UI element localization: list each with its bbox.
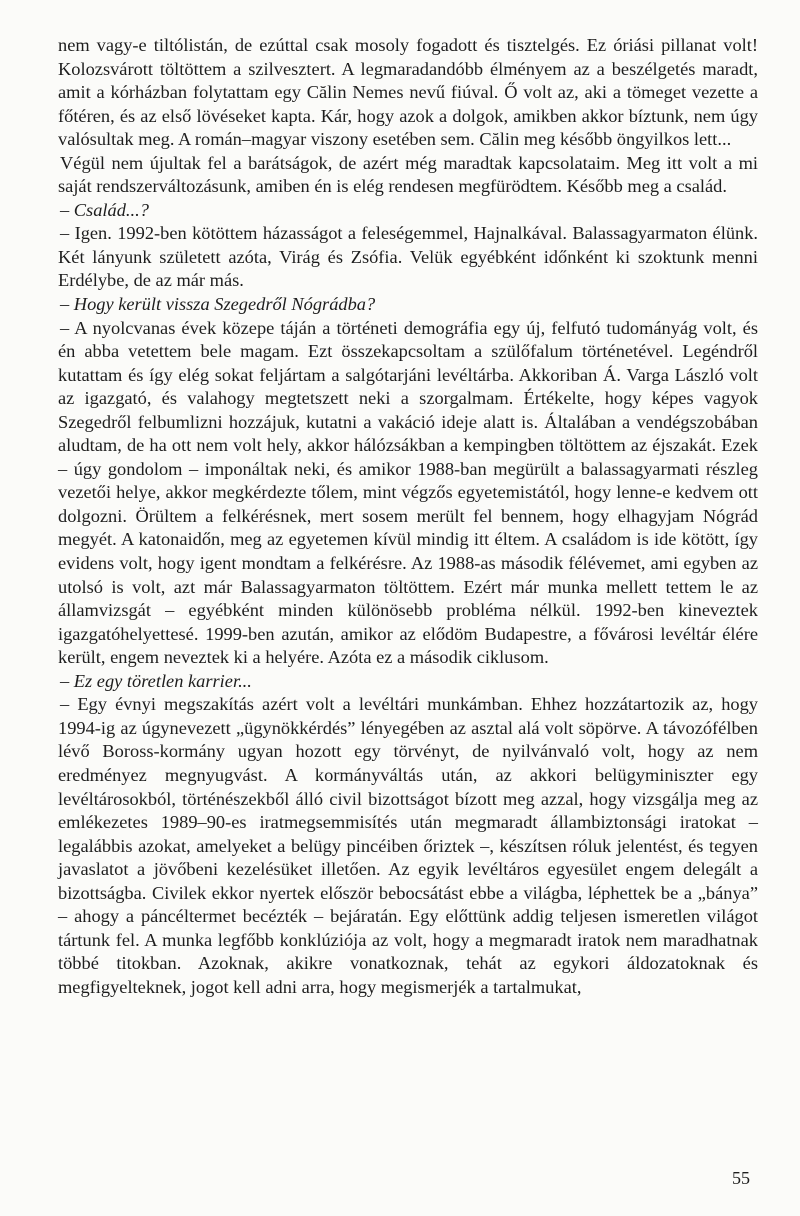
paragraph: – Igen. 1992-ben kötöttem házasságot a feleségemmel, Hajnalkával. Balassagyarmaton élünk. Két lányunk született azóta, Virág és Zsófia. Velük egyébként időnként ki szoktunk menni Erdélybe, de az már más. xyxy=(58,223,758,291)
paragraph: nem vagy-e tiltólistán, de ezúttal csak mosoly fogadott és tisztelgés. Ez óriási pillanat volt! Kolozsvárott töltöttem a szilvesztert. A legmaradandóbb élményem az a beszélgetés maradt, amit a kórházban folytattam egy Călin Nemes nevű fiúval. Ő volt az, aki a tömeget vezette a főtéren, és az első lövéseket kapta. Kár, hogy azok a dolgok, amikben akkor bíztunk, nem úgy valósultak meg. A román–magyar viszony esetében sem. Călin meg később öngyilkos lett... xyxy=(58,35,758,150)
interview-question: – Hogy került vissza Szegedről Nógrádba? xyxy=(60,294,376,315)
interview-question: – Család...? xyxy=(60,199,149,220)
interview-question: – Ez egy töretlen karrier... xyxy=(60,670,252,691)
body-text xyxy=(58,34,758,999)
paragraph: Végül nem újultak fel a barátságok, de azért még maradtak kapcsolataim. Meg itt volt a mi saját rendszerváltozásunk, amiben én is elég rendesen megfürödtem. Később meg a család. xyxy=(58,152,758,197)
paragraph: – A nyolcvanas évek közepe táján a történeti demográfia egy új, felfutó tudományág volt, és én abba vetettem bele magam. Ezt összekapcsoltam a szülőfalum történetével. Legéndről kutattam és így elég sokat feljártam a salgótarjáni levéltárba. Akkoriban Á. Varga László volt az igazgató, és valahogy megtetszett neki a szorgalmam. Értékelte, hogy képes vagyok Szegedről felbumlizni hozzájuk, kutatni a vakáció ideje alatt is. Általában a vendégszobában aludtam, de ha ott nem volt hely, akkor hálózsákban a kempingben töltöttem az éjszakát. Ezek – úgy gondolom – imponáltak neki, és amikor 1988-ban megürült a balassagyarmati részleg vezetői helye, akkor megkérdezte tőlem, mint végzős egyetemistától, hogy lenne-e kedvem ott dolgozni. Örültem a felkérésnek, mert sosem merült fel bennem, hogy elhagyjam Nógrád megyét. A katonaidőn, meg az egyetemen kívül mindig itt éltem. A családom is ide kötött, így evidens volt, hogy igent mondtam a felkérésre. Az 1988-as második félévemet, ami egyben az utolsó is volt, azt már Balassagyarmaton töltöttem. Ezért már munka mellett tettem le az államvizsgát – egyébként minden különösebb probléma nélkül. 1992-ben kineveztek igazgatóhelyettesé. 1999-ben azután, amikor az elődöm Budapestre, a fővárosi levéltár élére került, engem neveztek ki a helyére. Azóta ez a második ciklusom. xyxy=(58,317,758,668)
page-number: 55 xyxy=(732,1168,750,1188)
paragraph: – Egy évnyi megszakítás azért volt a levéltári munkámban. Ehhez hozzátartozik az, hogy 1994-ig az úgynevezett „ügynökkérdés” lényegében az asztal alá volt söpörve. A távozófélben lévő Boross-kormány ugyan hozott egy törvényt, de nyilvánvaló volt, hogy az nem eredményez megnyugvást. A kormányváltás után, az akkori belügyminiszter egy levéltárosokból, történészekből álló civil bizottságot bízott meg azzal, hogy vizsgálja meg az emlékezetes 1989–90-es iratmegsemmisítés után megmaradt állambiztonsági iratokat – legalábbis azokat, amelyeket a belügy pincéiben őriztek –, készítsen róluk jelentést, és tegyen javaslatot a jövőbeni kezelésüket illetően. Az egyik levéltáros egyesület engem delegált a bizottságba. Civilek ekkor nyertek először bebocsátást ebbe a világba, léphettek be a „bánya” – ahogy a páncéltermet becézték – bejáratán. Egy előttünk addig teljesen ismeretlen világot tártunk fel. A munka legfőbb konklúziója az volt, hogy a megmaradt iratok nem maradhatnak többé titokban. Azoknak, akikre vonatkoznak, tehát az egykori áldozatoknak és megfigyelteknek, jogot kell adni arra, hogy megismerjék a tartalmukat, xyxy=(58,694,758,997)
